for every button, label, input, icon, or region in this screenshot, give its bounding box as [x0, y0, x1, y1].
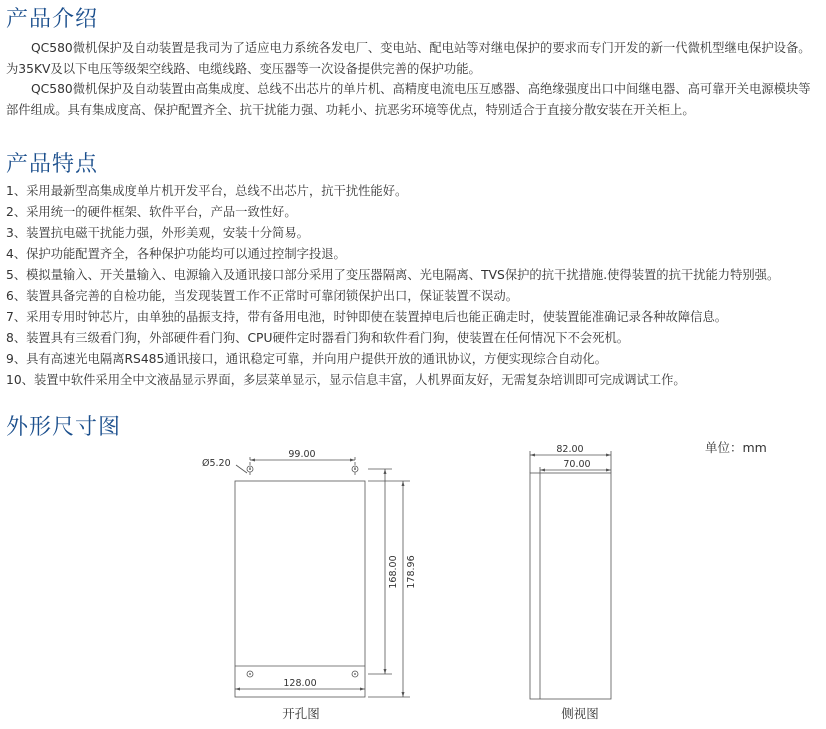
feature-item: 6、装置具备完善的自检功能，当发现装置工作不正常时可靠闭锁保护出口，保证装置不误动。 — [6, 289, 518, 303]
inner-height-label: 168.00 — [388, 555, 399, 589]
features-title: 产品特点 — [6, 152, 99, 177]
intro-paragraph-2: QC580微机保护及自动装置由高集成度、总线不出芯片的单片机、高精度电流电压互感器、高绝缘强度出口中间继电器、高可靠开关电源模块等部件组成。具有集成度高、保护配置齐全、抗干扰能力强、功耗小、抗恶劣环境等优点，特别适合于直接分散安装在开关柜上。 — [6, 82, 811, 117]
feature-item: 1、采用最新型高集成度单片机开发平台，总线不出芯片，抗干扰性能好。 — [6, 184, 408, 198]
intro-paragraph-1: QC580微机保护及自动装置是我司为了适应电力系统各发电厂、变电站、配电站等对继电保护的要求而专门开发的新一代微机型继电保护设备。为35KV及以下电压等级架空线路、电缆线路、变压器等一次设备提供完善的保护功能。 — [6, 41, 811, 76]
side-body-depth-label: 70.00 — [563, 459, 591, 470]
intro-title: 产品介绍 — [6, 7, 99, 32]
side-view-body — [530, 473, 611, 699]
unit-label: 单位：mm — [705, 440, 767, 455]
feature-item: 8、装置具有三级看门狗，外部硬件看门狗、CPU硬件定时器看门狗和软件看门狗，使装置在任何情况下不会死机。 — [6, 331, 630, 345]
bottom-width-label: 128.00 — [283, 678, 317, 689]
hole-leader-line — [236, 465, 247, 473]
feature-item: 3、装置抗电磁干扰能力强，外形美观，安装十分简易。 — [6, 226, 309, 240]
feature-item: 10、装置中软件采用全中文液晶显示界面，多层菜单显示，显示信息丰富，人机界面友好，无需复杂培训即可完成调试工作。 — [6, 373, 686, 387]
hole-diameter-label: Ø5.20 — [202, 458, 231, 469]
front-panel-outline — [235, 481, 365, 697]
side-total-depth-label: 82.00 — [556, 444, 584, 455]
dimension-drawing — [0, 429, 826, 729]
feature-item: 2、采用统一的硬件框架、软件平台，产品一致性好。 — [6, 205, 297, 219]
feature-item: 5、模拟量输入、开关量输入、电源输入及通讯接口部分采用了变压器隔离、光电隔离、TVS保护的抗干扰措施.使得装置的抗干扰能力特别强。 — [6, 268, 780, 282]
feature-item: 7、采用专用时钟芯片，由单独的晶振支持，带有备用电池，时钟即使在装置掉电后也能正确走时，使装置能准确记录各种故障信息。 — [6, 310, 728, 324]
outer-height-label: 178.96 — [406, 555, 417, 589]
feature-item: 4、保护功能配置齐全，各种保护功能均可以通过控制字投退。 — [6, 247, 346, 261]
dimensions-title: 外形尺寸图 — [6, 415, 122, 440]
front-caption: 开孔图 — [282, 706, 320, 721]
top-width-label: 99.00 — [288, 449, 316, 460]
feature-item: 9、具有高速光电隔离RS485通讯接口，通讯稳定可靠，并向用户提供开放的通讯协议，方便实现综合自动化。 — [6, 352, 608, 366]
side-caption: 侧视图 — [561, 706, 599, 721]
